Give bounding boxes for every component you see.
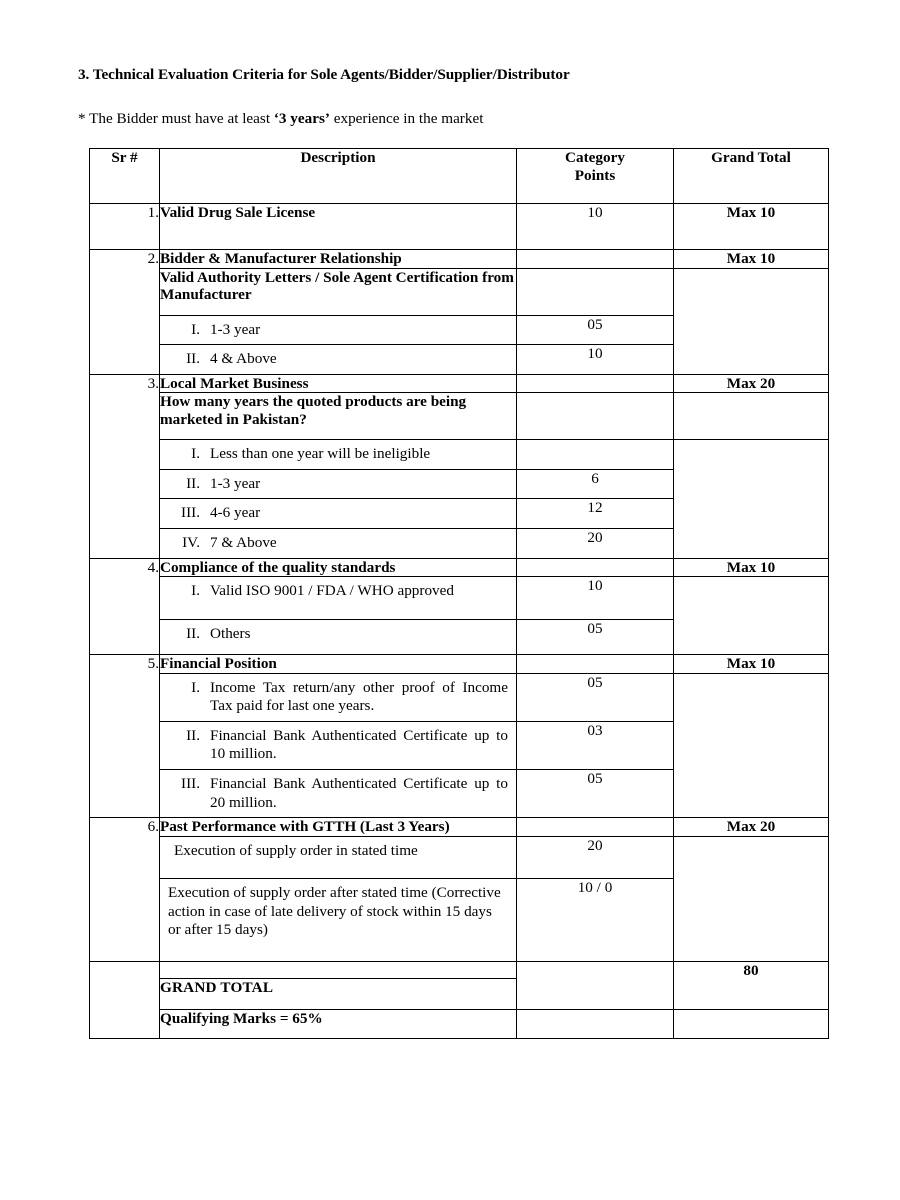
subitem-numeral: I. xyxy=(191,678,200,696)
subitem-text: Income Tax return/any other proof of Income Tax paid for last one years. xyxy=(210,678,508,715)
row-3-item-4 xyxy=(160,528,517,558)
table-header-row xyxy=(90,149,829,204)
subitem-numeral: II. xyxy=(186,625,200,643)
row-5-item-3-points: 05 xyxy=(517,769,674,817)
row-2-item-2 xyxy=(160,345,517,375)
row-4-item-2-points: 05 xyxy=(517,620,674,655)
subitem-text: 1-3 year xyxy=(210,320,261,338)
row-6-title: Past Performance with GTTH (Last 3 Years) xyxy=(160,818,517,837)
column-header-description: Description xyxy=(160,149,517,204)
subitem xyxy=(160,577,516,606)
subitem-numeral: II. xyxy=(186,350,200,368)
table-row xyxy=(90,250,829,269)
column-header-category-points xyxy=(517,149,674,204)
row-3-grand-total: Max 20 xyxy=(674,374,829,393)
subitem xyxy=(160,674,516,721)
footer-grand-total-label: GRAND TOTAL xyxy=(160,978,517,1009)
subitem-text: 4 & Above xyxy=(210,350,277,368)
subitem-numeral: IV. xyxy=(182,533,200,551)
row-3-points xyxy=(517,374,674,393)
row-6-item-2-points: 10 / 0 xyxy=(517,878,674,961)
row-3-grand-total-filler xyxy=(674,440,829,558)
row-3-sr: 3. xyxy=(90,374,160,558)
subitem xyxy=(160,770,516,817)
subitem xyxy=(160,470,516,499)
row-3-subheading: How many years the quoted products are being marketed in Pakistan? xyxy=(160,393,517,440)
subitem-text: Financial Bank Authenticated Certificate up to 10 million. xyxy=(210,726,508,763)
row-3-item-3 xyxy=(160,499,517,529)
subitem-numeral: I. xyxy=(191,445,200,463)
row-5-item-1 xyxy=(160,673,517,721)
row-5-item-2-points: 03 xyxy=(517,721,674,769)
footer-spacer-description xyxy=(160,961,517,978)
row-5-item-3 xyxy=(160,769,517,817)
subitem-numeral: II. xyxy=(186,474,200,492)
subitem-text: Financial Bank Authenticated Certificate up to 20 million. xyxy=(210,774,508,811)
row-5-grand-total-filler xyxy=(674,673,829,817)
experience-note-prefix: * The Bidder must have at least xyxy=(78,110,274,127)
row-1-points: 10 xyxy=(517,204,674,250)
row-2-title: Bidder & Manufacturer Relationship xyxy=(160,250,517,269)
category-points-line-2: Points xyxy=(574,166,616,184)
subitem-text: Valid ISO 9001 / FDA / WHO approved xyxy=(210,582,454,600)
subitem-text: Others xyxy=(210,625,251,643)
subitem-numeral: III. xyxy=(181,504,200,522)
row-2-grand-total-filler xyxy=(674,268,829,374)
row-2-item-2-points: 10 xyxy=(517,345,674,375)
table-qualifying-marks-row xyxy=(90,1009,829,1038)
row-3-item-4-points: 20 xyxy=(517,528,674,558)
evaluation-criteria-table-wrapper xyxy=(89,148,828,1039)
row-3-item-2 xyxy=(160,469,517,499)
row-2-sr: 2. xyxy=(90,250,160,375)
subitem-text: 1-3 year xyxy=(210,474,261,492)
footer-spacer-points xyxy=(517,961,674,1009)
row-6-points xyxy=(517,818,674,837)
footer-qualifying-total xyxy=(674,1009,829,1038)
row-3-subheading-total xyxy=(674,393,829,440)
category-points-line-1: Category xyxy=(565,149,625,166)
row-4-points xyxy=(517,558,674,577)
table-row xyxy=(90,374,829,393)
row-5-title: Financial Position xyxy=(160,655,517,674)
row-3-subheading-points xyxy=(517,393,674,440)
experience-note xyxy=(78,110,483,128)
row-4-grand-total: Max 10 xyxy=(674,558,829,577)
table-subheading-row xyxy=(90,268,829,315)
row-6-item-2 xyxy=(160,878,517,961)
row-1-title: Valid Drug Sale License xyxy=(160,204,517,250)
row-2-item-1-points: 05 xyxy=(517,315,674,345)
row-2-item-1 xyxy=(160,315,517,345)
row-4-item-1 xyxy=(160,577,517,620)
experience-note-emphasis: ‘3 years’ xyxy=(273,110,330,127)
table-row xyxy=(90,558,829,577)
row-6-item-1 xyxy=(160,836,517,878)
row-5-sr: 5. xyxy=(90,655,160,818)
footer-sr-empty xyxy=(90,961,160,1038)
table-row xyxy=(90,204,829,250)
row-4-item-2 xyxy=(160,620,517,655)
row-5-item-2 xyxy=(160,721,517,769)
table-subitem-row xyxy=(90,673,829,721)
subitem-numeral: I. xyxy=(191,582,200,600)
experience-note-suffix: experience in the market xyxy=(329,110,484,127)
subitem xyxy=(160,499,516,528)
section-heading: 3. Technical Evaluation Criteria for Sole Agents/Bidder/Supplier/Distributor xyxy=(78,66,570,83)
table-footer-spacer-row xyxy=(90,961,829,978)
row-6-grand-total-filler xyxy=(674,836,829,961)
subitem-numeral: II. xyxy=(186,726,200,744)
table-subitem-row xyxy=(90,577,829,620)
row-2-subheading: Valid Authority Letters / Sole Agent Certification from Manufacturer xyxy=(160,268,517,315)
evaluation-criteria-table xyxy=(89,148,829,1039)
row-3-title: Local Market Business xyxy=(160,374,517,393)
row-4-title: Compliance of the quality standards xyxy=(160,558,517,577)
row-4-item-1-points: 10 xyxy=(517,577,674,620)
row-5-grand-total: Max 10 xyxy=(674,655,829,674)
subitem-text: 4-6 year xyxy=(210,504,261,522)
column-header-grand-total: Grand Total xyxy=(674,149,829,204)
row-2-grand-total: Max 10 xyxy=(674,250,829,269)
row-2-subheading-points xyxy=(517,268,674,315)
subitem xyxy=(160,316,516,345)
footer-grand-total-value: 80 xyxy=(674,961,829,1009)
row-3-item-3-points: 12 xyxy=(517,499,674,529)
subitem-text: Execution of supply order after stated time (Corrective action in case of late delivery of stock within 15 days or after 15 days) xyxy=(168,883,501,939)
subitem-numeral: III. xyxy=(181,774,200,792)
row-6-grand-total: Max 20 xyxy=(674,818,829,837)
subitem xyxy=(160,440,516,469)
row-2-points xyxy=(517,250,674,269)
row-5-item-1-points: 05 xyxy=(517,673,674,721)
column-header-sr: Sr # xyxy=(90,149,160,204)
row-1-grand-total: Max 10 xyxy=(674,204,829,250)
row-6-item-1-points: 20 xyxy=(517,836,674,878)
row-3-item-1 xyxy=(160,440,517,470)
subitem-numeral: I. xyxy=(191,320,200,338)
footer-qualifying-points xyxy=(517,1009,674,1038)
subitem xyxy=(160,620,516,649)
subitem xyxy=(160,345,516,374)
table-subheading-row xyxy=(90,393,829,440)
subitem-text: Execution of supply order in stated time xyxy=(174,841,418,859)
row-6-sr: 6. xyxy=(90,818,160,962)
row-3-item-1-points xyxy=(517,440,674,470)
footer-qualifying-marks-label: Qualifying Marks = 65% xyxy=(160,1009,517,1038)
row-1-sr: 1. xyxy=(90,204,160,250)
row-4-sr: 4. xyxy=(90,558,160,655)
row-4-grand-total-filler xyxy=(674,577,829,655)
subitem xyxy=(160,722,516,769)
row-3-item-2-points: 6 xyxy=(517,469,674,499)
table-row xyxy=(90,655,829,674)
table-subitem-row xyxy=(90,836,829,878)
subitem-text: 7 & Above xyxy=(210,533,277,551)
subitem xyxy=(160,529,516,558)
table-subitem-row xyxy=(90,440,829,470)
table-row xyxy=(90,818,829,837)
subitem-text: Less than one year will be ineligible xyxy=(210,445,431,463)
row-5-points xyxy=(517,655,674,674)
